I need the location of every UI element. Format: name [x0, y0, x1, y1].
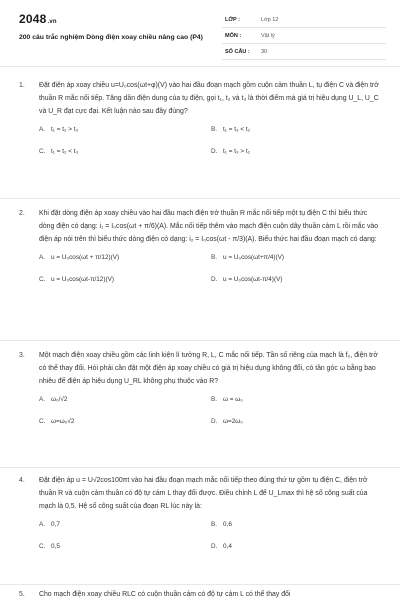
question-number: 5.	[19, 591, 25, 598]
option-text: t₁ = t₂ < t₃	[51, 148, 79, 156]
question-number: 2.	[19, 210, 25, 217]
question-3	[19, 350, 383, 429]
option-text: t₁ = t₂ > t₃	[51, 126, 79, 134]
option-label: A.	[39, 126, 46, 134]
option-text: t₁ = t₃ < t₂	[223, 126, 251, 134]
option-a[interactable]	[39, 124, 211, 137]
option-text: 0,7	[51, 521, 60, 529]
options-grid	[39, 252, 383, 287]
question-separator	[0, 340, 400, 341]
option-label: C.	[39, 543, 46, 551]
option-b[interactable]	[211, 519, 383, 532]
question-text: Đặt điện áp u = U√2cos100πt vào hai đầu đoạn mạch mắc nối tiếp theo đúng thứ tự gồm tụ điện C, điện trở thuần R và cuộn cảm thuần có độ tự cảm L thay đổi được. Điều chỉnh L để U_Lmax thì hệ số công suất của mạch là 0,5. Hệ số công suất của đoạn RL lúc này là:	[39, 477, 368, 510]
option-d[interactable]	[211, 416, 383, 429]
question-number: 1.	[19, 82, 25, 89]
question-number: 4.	[19, 477, 25, 484]
option-label: D.	[211, 276, 218, 284]
option-label: B.	[211, 254, 218, 262]
option-text: ω=2ω₀	[223, 418, 243, 426]
option-b[interactable]	[211, 252, 383, 265]
option-text: 0,6	[223, 521, 232, 529]
meta-value: Vật lý	[261, 32, 275, 39]
question-2	[19, 208, 383, 287]
option-text: ω=ω₀√2	[51, 418, 75, 426]
question-1	[19, 80, 383, 159]
option-label: C.	[39, 148, 46, 156]
option-label: B.	[211, 521, 218, 529]
option-b[interactable]	[211, 124, 383, 137]
option-c[interactable]	[39, 416, 211, 429]
meta-row-count	[222, 44, 386, 60]
option-a[interactable]	[39, 394, 211, 407]
option-label: B.	[211, 126, 218, 134]
meta-table	[222, 12, 386, 60]
option-text: u = U₀cos(ωt+π/4)(V)	[223, 254, 285, 262]
option-b[interactable]	[211, 394, 383, 407]
option-label: A.	[39, 521, 46, 529]
option-label: C.	[39, 418, 46, 426]
option-label: C.	[39, 276, 46, 284]
page-title: 200 câu trắc nghiệm Dòng điện xoay chiều nâng cao (P4)	[19, 34, 203, 41]
option-label: D.	[211, 148, 218, 156]
options-grid	[39, 394, 383, 429]
option-label: A.	[39, 254, 46, 262]
page-header	[0, 0, 400, 62]
question-text: Khi đặt dòng điện áp xoay chiều vào hai đầu mạch điện trở thuần R mắc nối tiếp một tụ điện C thì biểu thức dòng điện có dạng: i₁ = I₀cos(ωt + π/6)(A). Mắc nối tiếp thêm vào mạch điện cuộn dây thuần cảm L rồi mắc vào điện áp nói trên thì biểu thức dòng điện có dạng: i₂ = I₀cos(ωt - π/3)(A). Biểu thức hai đầu đoạn mạch có dạng:	[39, 210, 379, 243]
question-text: Một mạch điện xoay chiều gồm các linh kiện lí tưởng R, L, C mắc nối tiếp. Tần số riêng của mạch là f₀, điện trở có thể thay đổi. Hỏi phải cần đặt một điện áp xoay chiều có giá trị hiệu dụng không đổi, có tần góc ω bằng bao nhiêu để điện áp hiệu dụng U_RL không phụ thuộc vào R?	[39, 352, 378, 385]
option-label: D.	[211, 543, 218, 551]
meta-value: Lớp 12	[261, 16, 279, 23]
option-text: u = U₀cos(ωt-π/12)(V)	[51, 276, 115, 284]
option-c[interactable]	[39, 146, 211, 159]
option-d[interactable]	[211, 274, 383, 287]
logo-text: 2048	[19, 12, 47, 26]
meta-key: SỐ CÂU :	[225, 48, 250, 55]
question-4	[19, 475, 383, 554]
option-text: t₁ = t₃ > t₂	[223, 148, 251, 156]
option-text: 0,4	[223, 543, 232, 551]
question-text: Đặt điện áp xoay chiều u=U₀cos(ωt+φ)(V) vào hai đầu đoạn mạch gồm cuộn cảm thuần L, tụ điện C và điện trở thuần R mắc nối tiếp. Tăng dần điện dung của tụ điện, gọi t₁, t₂ và t₃ là thời điểm mà giá trị hiệu dụng U_L, U_C và U_R đạt cực đại. Kết luận nào sau đây đúng?	[39, 82, 379, 115]
option-text: ω = ω₀	[223, 396, 243, 404]
option-text: 0,5	[51, 543, 60, 551]
option-d[interactable]	[211, 146, 383, 159]
option-label: D.	[211, 418, 218, 426]
meta-row-class	[222, 12, 386, 28]
question-separator	[0, 584, 400, 585]
option-text: u = U₀cos(ωt-π/4)(V)	[223, 276, 283, 284]
meta-key: MÔN :	[225, 32, 242, 39]
meta-key: LỚP :	[225, 16, 240, 23]
question-separator	[0, 198, 400, 199]
option-label: A.	[39, 396, 46, 404]
option-d[interactable]	[211, 541, 383, 554]
question-number: 3.	[19, 352, 25, 359]
option-a[interactable]	[39, 519, 211, 532]
meta-value: 30	[261, 48, 268, 55]
option-a[interactable]	[39, 252, 211, 265]
options-grid	[39, 519, 383, 554]
question-text: Cho mạch điện xoay chiều RLC có cuộn thuần cảm có độ tự cảm L có thể thay đổi	[39, 591, 291, 598]
option-text: u = U₀cos(ωt + π/12)(V)	[51, 254, 120, 262]
site-logo[interactable]	[19, 12, 57, 26]
header-divider	[0, 66, 400, 67]
meta-row-subject	[222, 28, 386, 44]
option-c[interactable]	[39, 274, 211, 287]
options-grid	[39, 124, 383, 159]
option-c[interactable]	[39, 541, 211, 554]
option-label: B.	[211, 396, 218, 404]
logo-suffix: .vn	[47, 19, 57, 25]
option-text: ω₀/√2	[51, 396, 68, 404]
question-separator	[0, 467, 400, 468]
